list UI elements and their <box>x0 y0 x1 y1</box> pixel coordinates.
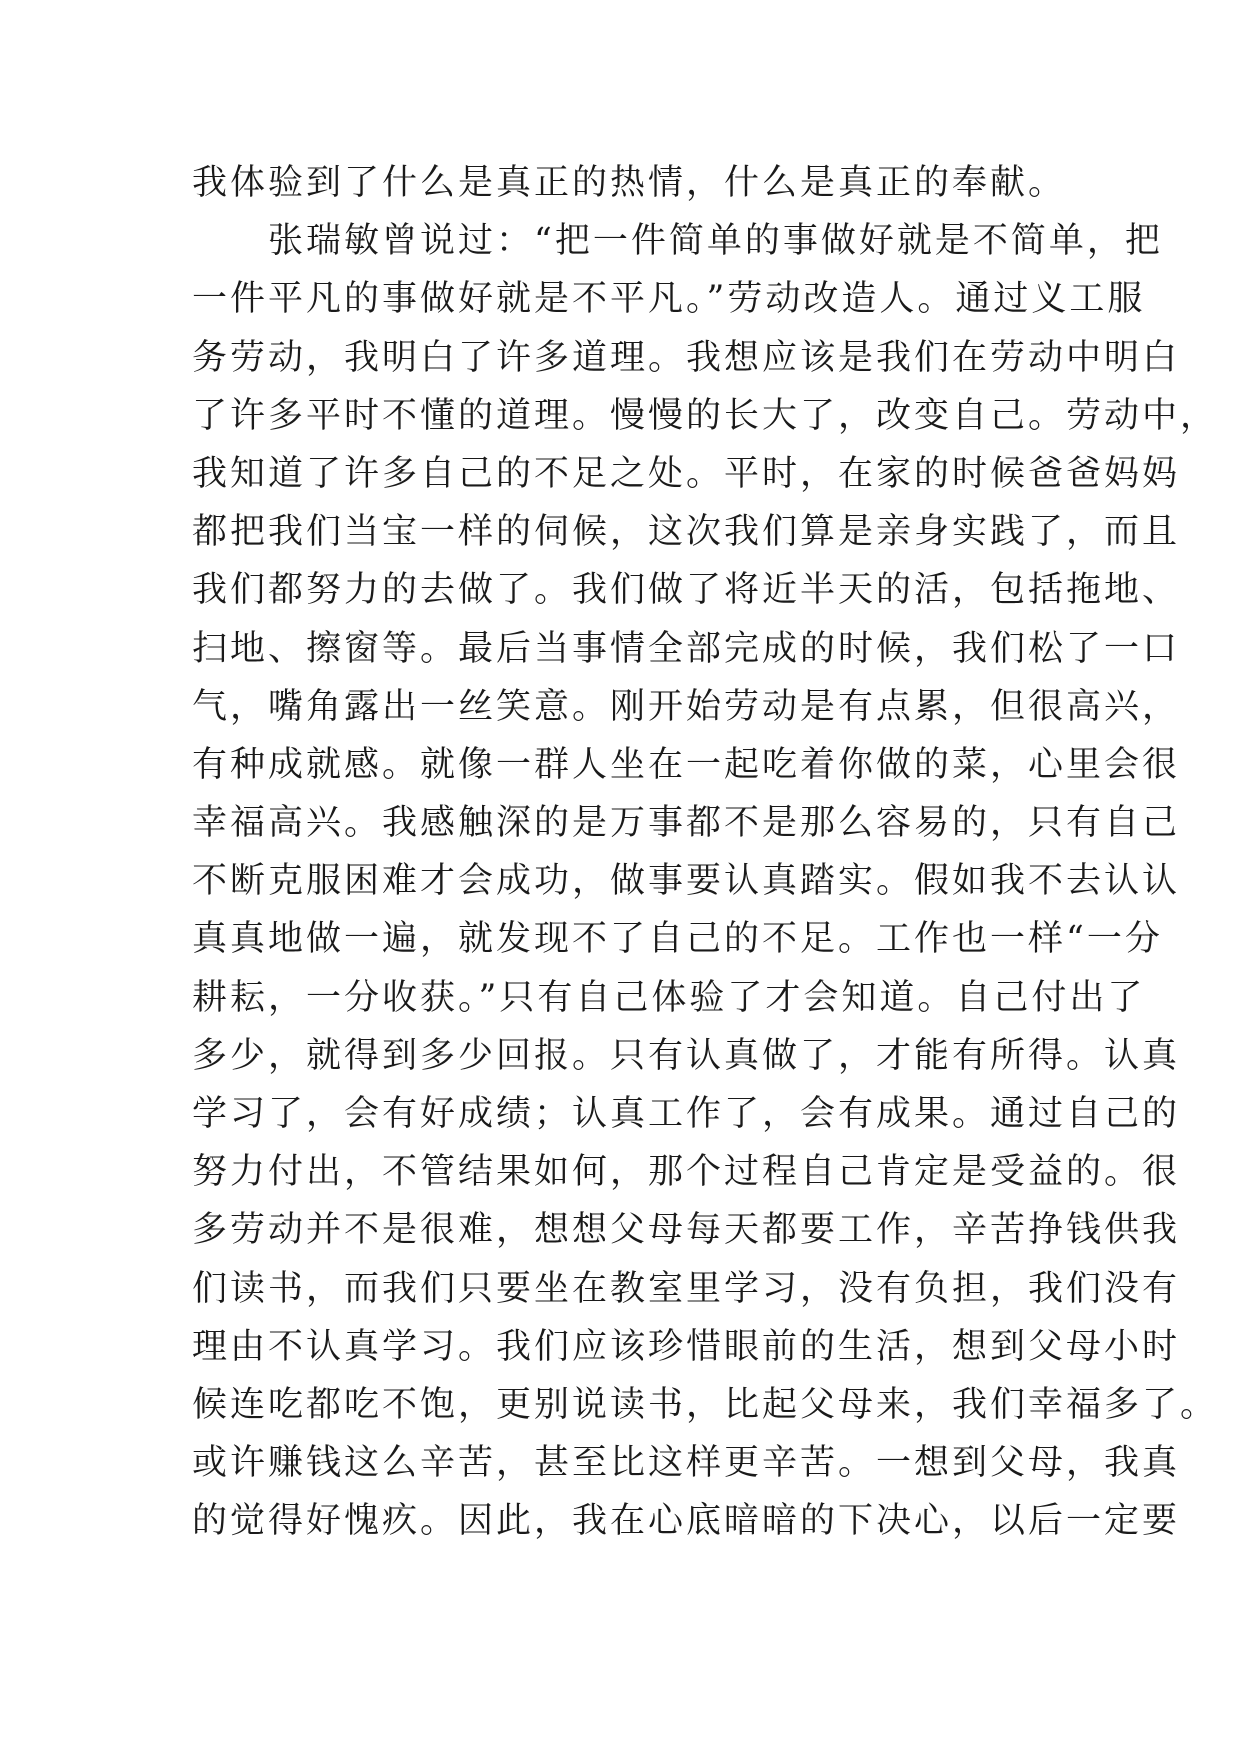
text-line: 我体验到了什么是真正的热情，什么是真正的奉献。 <box>192 163 1067 203</box>
text-line: 我知道了许多自己的不足之处。平时，在家的时候爸爸妈妈 <box>192 453 1181 494</box>
text-line: 气，嘴角露出一丝笑意。刚开始劳动是有点累，但很高兴， <box>192 686 1181 727</box>
text-line: 一件平凡的事做好就是不平凡。”劳动改造人。通过义工服 <box>192 279 1146 320</box>
text-line: 们读书，而我们只要坐在教室里学习，没有负担，我们没有 <box>192 1268 1181 1309</box>
body-text <box>192 154 1219 1551</box>
text-line: 多少，就得到多少回报。只有认真做了，才能有所得。认真 <box>192 1035 1181 1076</box>
text-line: 有种成就感。就像一群人坐在一起吃着你做的菜，心里会很 <box>192 744 1181 785</box>
text-line: 的觉得好愧疚。因此，我在心底暗暗的下决心，以后一定要 <box>192 1501 1181 1542</box>
text-line: 不断克服困难才会成功，做事要认真踏实。假如我不去认认 <box>192 861 1181 902</box>
text-line: 我们都努力的去做了。我们做了将近半天的活，包括拖地、 <box>192 570 1181 611</box>
text-line: 了许多平时不懂的道理。慢慢的长大了，改变自己。劳动中， <box>192 395 1219 436</box>
text-line: 张瑞敏曾说过：“把一件简单的事做好就是不简单，把 <box>192 221 1163 262</box>
text-line: 候连吃都吃不饱，更别说读书，比起父母来，我们幸福多了。 <box>192 1384 1219 1425</box>
text-line: 努力付出，不管结果如何，那个过程自己肯定是受益的。很 <box>192 1152 1181 1193</box>
text-line: 幸福高兴。我感触深的是万事都不是那么容易的，只有自己 <box>192 803 1181 844</box>
text-line: 理由不认真学习。我们应该珍惜眼前的生活，想到父母小时 <box>192 1326 1181 1367</box>
text-line: 学习了，会有好成绩；认真工作了，会有成果。通过自己的 <box>192 1094 1181 1134</box>
text-line: 扫地、擦窗等。最后当事情全部完成的时候，我们松了一口 <box>192 628 1181 669</box>
text-line: 务劳动，我明白了许多道理。我想应该是我们在劳动中明白 <box>192 337 1181 378</box>
text-line: 多劳动并不是很难，想想父母每天都要工作，辛苦挣钱供我 <box>192 1210 1181 1251</box>
text-line: 真真地做一遍，就发现不了自己的不足。工作也一样“一分 <box>192 919 1163 960</box>
text-line: 耕耘，一分收获。”只有自己体验了才会知道。自己付出了 <box>192 977 1146 1018</box>
text-line: 都把我们当宝一样的伺候，这次我们算是亲身实践了，而且 <box>192 512 1181 553</box>
text-line: 或许赚钱这么辛苦，甚至比这样更辛苦。一想到父母，我真 <box>192 1443 1181 1484</box>
